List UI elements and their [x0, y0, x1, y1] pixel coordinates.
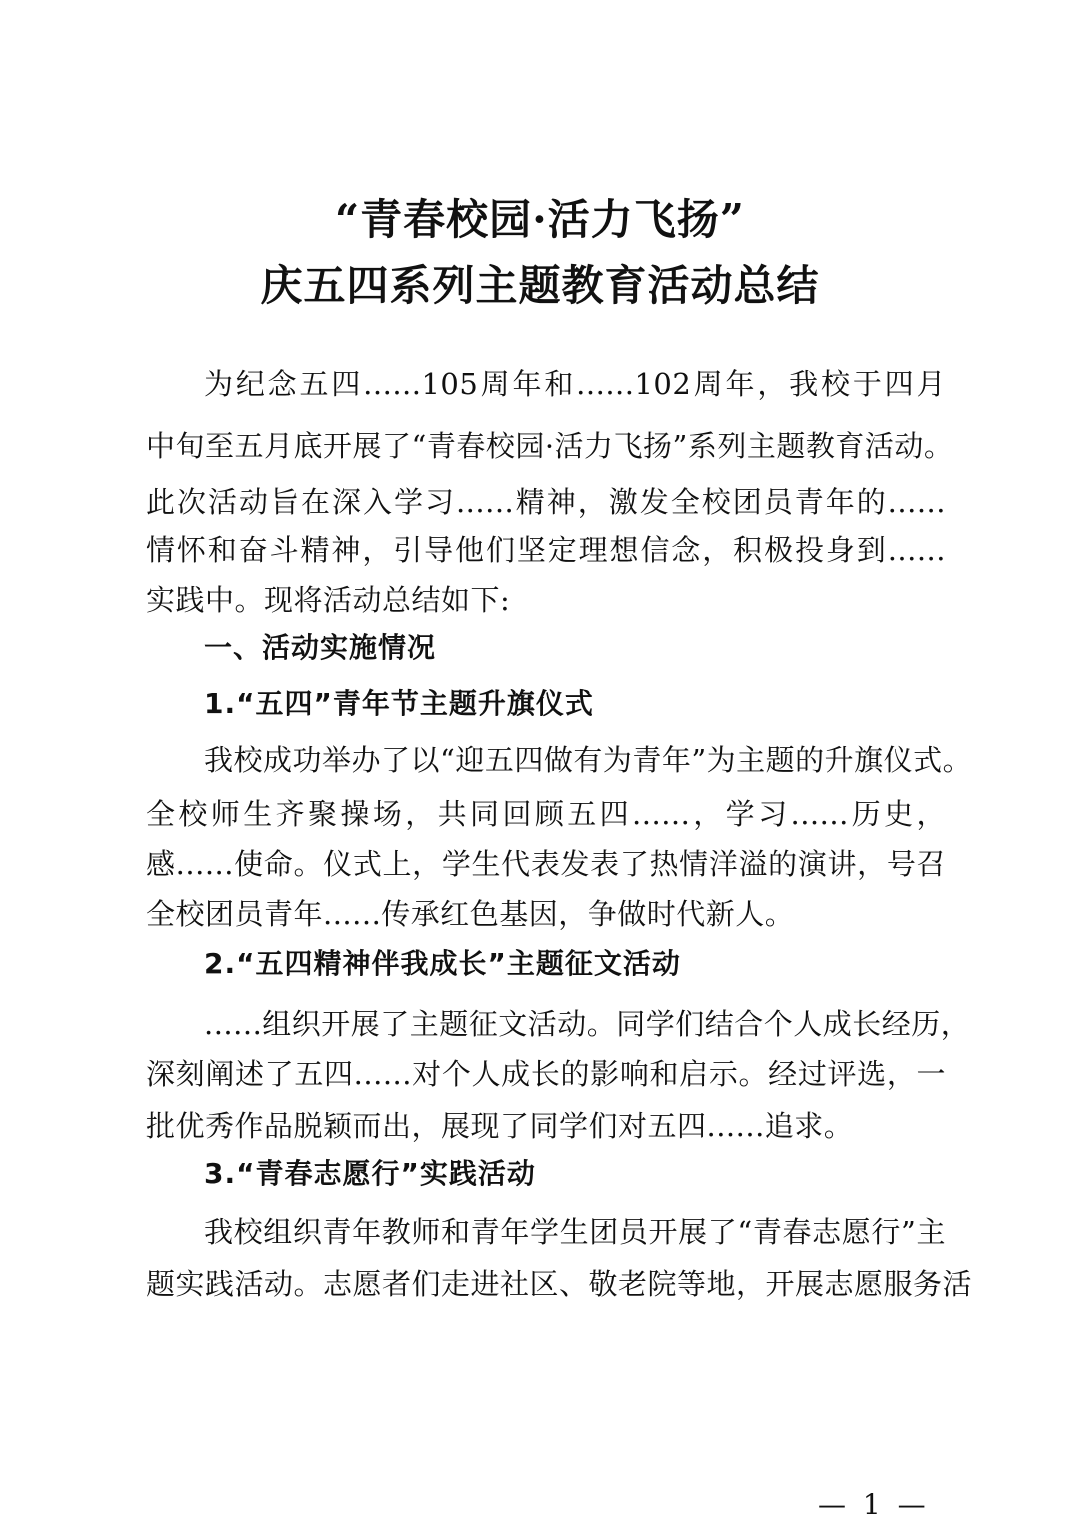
intro-line-5: 实践中。现将活动总结如下: [146, 583, 511, 617]
item-1-line-2: 全校师生齐聚操场，共同回顾五四......，学习......历史， [146, 797, 946, 831]
item-2-heading: 2.“五四精神伴我成长”主题征文活动 [204, 947, 681, 980]
item-3-line-2: 题实践活动。志愿者们走进社区、敬老院等地，开展志愿服务活 [146, 1267, 973, 1301]
item-2-line-1: ......组织开展了主题征文活动。同学们结合个人成长经历， [204, 1007, 971, 1041]
intro-line-4: 情怀和奋斗精神，引导他们坚定理想信念，积极投身到...... [146, 533, 946, 567]
item-1-heading: 1.“五四”青年节主题升旗仪式 [204, 687, 594, 720]
item-1-line-4: 全校团员青年......传承红色基因，争做时代新人。 [146, 897, 795, 931]
intro-line-2: 中旬至五月底开展了“青春校园·活力飞扬”系列主题教育活动。 [146, 429, 954, 463]
intro-line-3: 此次活动旨在深入学习......精神，激发全校团员青年的...... [146, 485, 946, 519]
page-number: — 1 — [818, 1488, 930, 1521]
item-3-line-1: 我校组织青年教师和青年学生团员开展了“青春志愿行”主 [204, 1215, 946, 1249]
item-1-line-3: 感......使命。仪式上，学生代表发表了热情洋溢的演讲，号召 [146, 847, 946, 881]
title-line-2: 庆五四系列主题教育活动总结 [260, 261, 820, 310]
intro-line-1: 为纪念五四......105周年和......102周年，我校于四月 [204, 367, 946, 401]
item-2-line-3: 批优秀作品脱颖而出，展现了同学们对五四......追求。 [146, 1109, 854, 1143]
item-2-line-2: 深刻阐述了五四......对个人成长的影响和启示。经过评选，一 [146, 1057, 946, 1091]
item-1-line-1: 我校成功举办了以“迎五四做有为青年”为主题的升旗仪式。 [204, 743, 973, 777]
section-1-heading: 一、活动实施情况 [204, 631, 437, 664]
title-line-1: “青春校园·活力飞扬” [335, 195, 745, 244]
item-3-heading: 3.“青春志愿行”实践活动 [204, 1157, 536, 1190]
